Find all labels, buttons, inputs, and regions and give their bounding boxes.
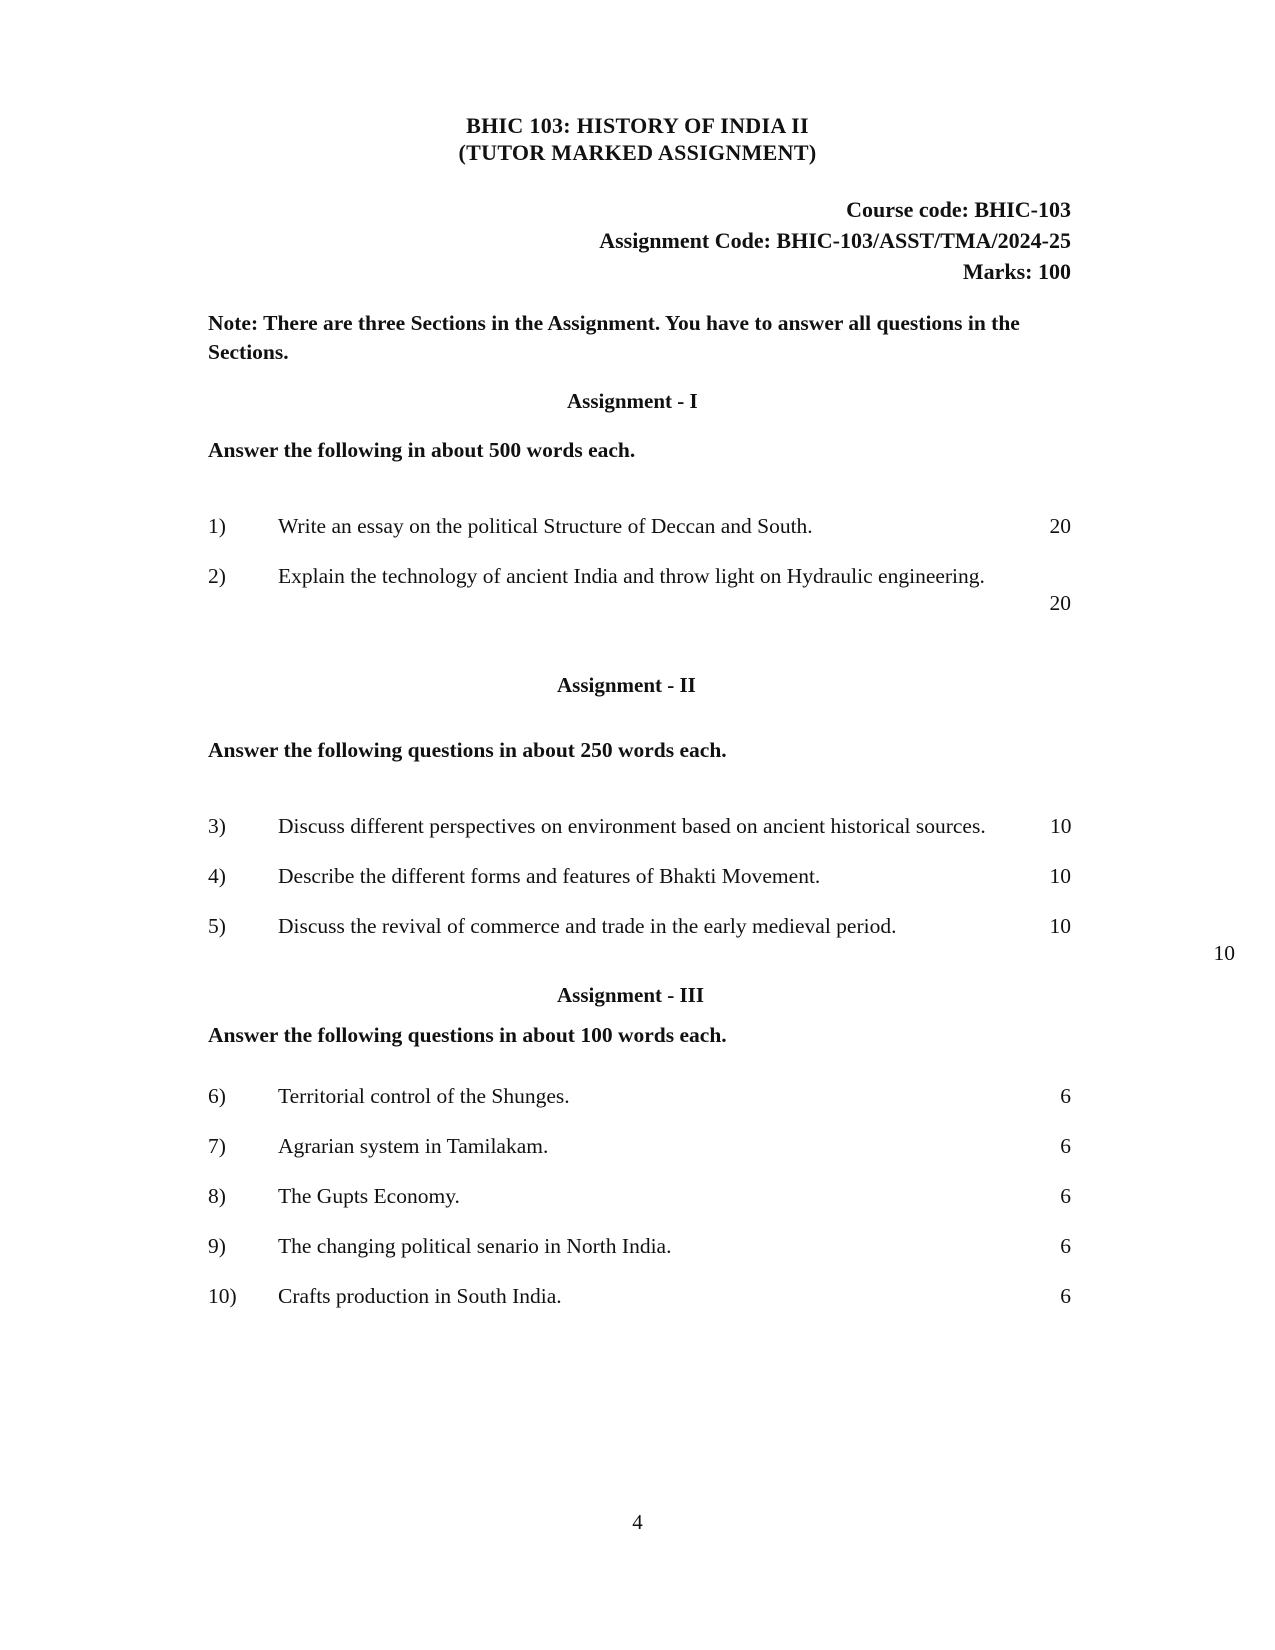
- section-heading-3: Assignment - III: [557, 983, 705, 1007]
- question-text: The Gupts Economy.: [278, 1184, 460, 1208]
- question-number: 7): [208, 1134, 226, 1158]
- question-text: Discuss the revival of commerce and trade in the early medieval period.: [278, 914, 897, 938]
- page-number: 4: [632, 1510, 643, 1534]
- assignment-note: Note: There are three Sections in the Assignment. You have to answer all questions in the Sections.: [208, 311, 1020, 364]
- question-text: Describe the different forms and features of Bhakti Movement.: [278, 864, 821, 888]
- question-number: 9): [208, 1234, 226, 1258]
- document-subtitle: (TUTOR MARKED ASSIGNMENT): [458, 140, 817, 165]
- stray-marks: 10: [1213, 941, 1235, 965]
- question-text: Territorial control of the Shunges.: [278, 1084, 570, 1108]
- question-number: 8): [208, 1184, 226, 1208]
- question-marks: 6: [1060, 1084, 1071, 1108]
- question-number: 2): [208, 564, 226, 588]
- question-marks: 10: [1050, 814, 1072, 838]
- question-marks: 20: [1049, 591, 1071, 615]
- section-instruction-1: Answer the following in about 500 words each.: [208, 438, 636, 462]
- section-heading-1: Assignment - I: [567, 389, 698, 413]
- question-number: 10): [208, 1284, 237, 1308]
- course-code: Course code: BHIC-103: [846, 197, 1071, 222]
- question-marks: 10: [1049, 864, 1071, 888]
- section-instruction-2: Answer the following questions in about 250 words each.: [208, 738, 727, 762]
- question-marks: 10: [1049, 914, 1071, 938]
- assignment-code: Assignment Code: BHIC-103/ASST/TMA/2024-25: [599, 228, 1071, 253]
- question-text: Write an essay on the political Structure of Deccan and South.: [278, 514, 813, 538]
- question-text: Agrarian system in Tamilakam.: [278, 1134, 549, 1158]
- question-number: 1): [208, 514, 226, 538]
- question-text: Crafts production in South India.: [278, 1284, 562, 1308]
- question-marks: 20: [1049, 514, 1071, 538]
- question-marks: 6: [1060, 1234, 1071, 1258]
- question-number: 4): [208, 864, 226, 888]
- question-text: Explain the technology of ancient India and throw light on Hydraulic engineering.: [278, 564, 985, 588]
- question-marks: 6: [1060, 1284, 1071, 1308]
- document-title: BHIC 103: HISTORY OF INDIA II: [466, 113, 809, 138]
- question-text: Discuss different perspectives on environment based on ancient historical sources.: [278, 814, 986, 838]
- question-number: 3): [208, 814, 226, 838]
- total-marks: Marks: 100: [962, 259, 1071, 284]
- section-instruction-3: Answer the following questions in about 100 words each.: [208, 1023, 727, 1047]
- section-heading-2: Assignment - II: [557, 673, 696, 697]
- question-marks: 6: [1060, 1134, 1071, 1158]
- question-number: 6): [208, 1084, 226, 1108]
- question-marks: 6: [1060, 1184, 1071, 1208]
- question-number: 5): [208, 914, 226, 938]
- question-text: The changing political senario in North India.: [278, 1234, 672, 1258]
